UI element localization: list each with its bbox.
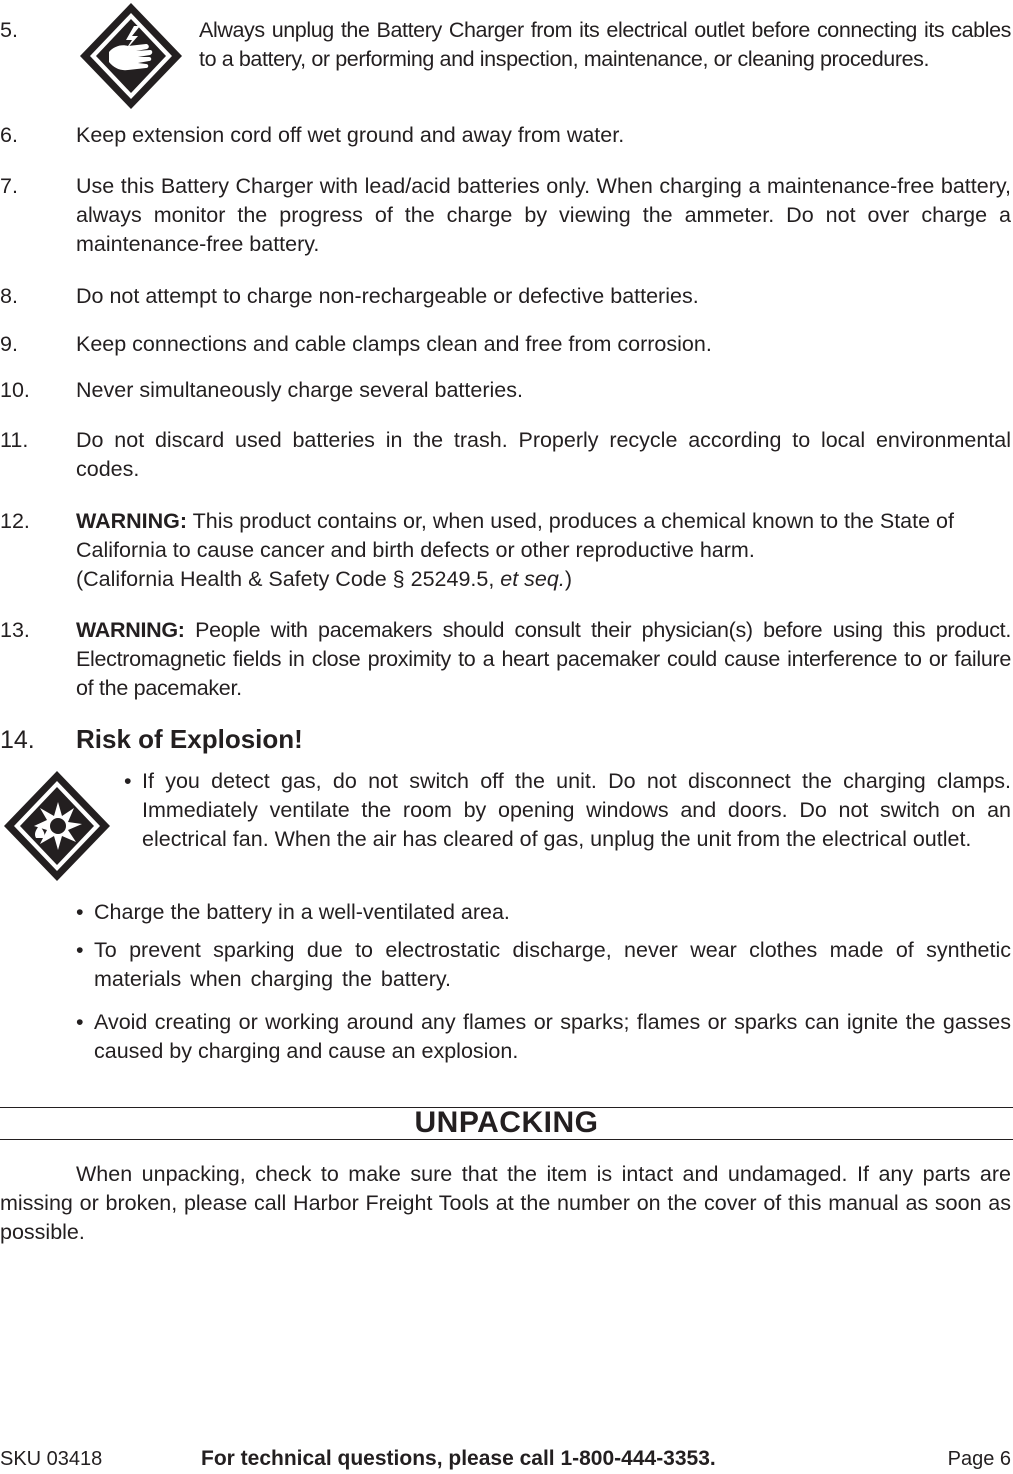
bullet-dot: • [124,769,132,793]
item-12-text: This product contains or, when used, produces a chemical known to the State of California to cause cancer and birth defects or other reproductive harm. [76,509,954,562]
item-5-number: 5. [0,18,18,42]
bullet-text: To prevent sparking due to electrostatic discharge, never wear clothes made of synthetic materials when charging the battery. [94,938,1011,991]
electric-shock-hand-icon [76,0,186,112]
footer-sku: SKU 03418 [0,1448,103,1470]
item-10-text: Never simultaneously charge several batteries. [76,378,523,402]
item-12-citation-end: ) [564,567,572,591]
item-6-text: Keep extension cord off wet ground and away from water. [76,123,625,147]
footer-tech-line: For technical questions, please call 1-800-444-3353. [201,1447,716,1470]
item-9-number: 9. [0,332,18,356]
bullet-text: Charge the battery in a well-ventilated area. [94,900,510,924]
item-13-number: 13. [0,618,30,642]
item-13-block [76,616,1011,703]
item-12-number: 12. [0,509,30,533]
item-5-text: Always unplug the Battery Charger from its electrical outlet before connecting its cables to a battery, or performing and inspection, maintenance, or cleaning procedures. [199,18,1011,71]
unpacking-paragraph: When unpacking, check to make sure that the item is intact and undamaged. If any parts are missing or broken, please call Harbor Freight Tools at the number on the cover of this manual as soon as possible. [0,1162,1011,1244]
footer-page-number: Page 6 [947,1448,1011,1470]
bullet-dot: • [76,1010,84,1034]
item-13-text: People with pacemakers should consult their physician(s) before using this product. Electromagnetic fields in close proximity to a heart pacemaker could cause interference to or failure of the pacemaker. [76,618,1011,700]
item-12-citation: (California Health & Safety Code § 25249.5, [76,567,501,591]
item-11-text: Do not discard used batteries in the trash. Properly recycle according to local environmental codes. [76,428,1011,481]
item-14-title: Risk of Explosion! [76,724,303,754]
section-title: UNPACKING [414,1106,599,1139]
bullet-dot: • [76,938,84,962]
item-12-block [76,507,1011,594]
item-14-number: 14. [0,726,35,754]
item-8-text: Do not attempt to charge non-rechargeable or defective batteries. [76,284,699,308]
item-11-number: 11. [0,428,29,452]
bullet-text: Avoid creating or working around any flames or sparks; flames or sparks can ignite the gasses caused by charging and cause an explosion. [94,1010,1011,1063]
bullet-dot: • [76,900,84,924]
item-12-citation-italic: et seq. [500,567,565,591]
item-8-number: 8. [0,284,18,308]
item-7-text: Use this Battery Charger with lead/acid batteries only. When charging a maintenance-free battery, always monitor the progress of the charge by viewing the ammeter. Do not over charge a maintenance-free battery. [76,174,1011,256]
item-9-text: Keep connections and cable clamps clean and free from corrosion. [76,332,712,356]
item-10-number: 10. [0,378,30,402]
item-12-warning-label: WARNING: [76,509,188,533]
section-rule-bottom [0,1139,1013,1140]
bullet-text: If you detect gas, do not switch off the unit. Do not disconnect the charging clamps. Immediately ventilate the room by opening windows and doors. Do not switch on an electrical fan. When the air has cleared of gas, unplug the unit from the electrical outlet. [142,769,1011,851]
item-13-warning-label: WARNING: [76,618,185,642]
explosion-icon [0,768,114,884]
item-6-number: 6. [0,123,18,147]
item-7-number: 7. [0,174,18,198]
